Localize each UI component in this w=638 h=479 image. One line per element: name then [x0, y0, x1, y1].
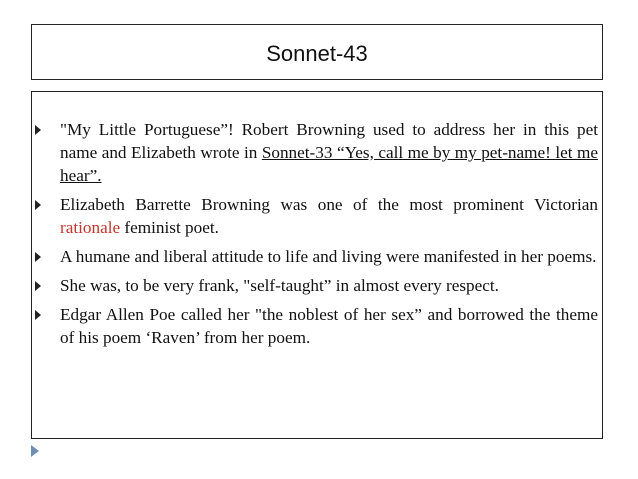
triangle-bullet-icon	[35, 200, 41, 210]
bullet-text: She was, to be very frank, "self-taught” in almost every respect.	[60, 276, 499, 295]
slide-title: Sonnet-43	[266, 41, 368, 66]
highlight-word: rationale	[60, 218, 121, 237]
bullet-text: "My Little Portuguese”! Robert Browning used to address her in this pet name and Elizabeth wrote in	[60, 120, 598, 162]
triangle-bullet-icon	[35, 310, 41, 320]
bullet-list	[32, 118, 602, 355]
bullet-item	[32, 193, 602, 239]
title-box	[31, 24, 603, 80]
bullet-item	[32, 245, 602, 268]
triangle-bullet-icon	[35, 281, 41, 291]
bullet-text: feminist poet.	[120, 218, 219, 237]
bullet-text: Edgar Allen Poe called her "the noblest of her sex” and borrowed the theme of his poem ‘Raven’ from her poem.	[60, 305, 598, 347]
triangle-nav-icon	[31, 445, 39, 457]
triangle-bullet-icon	[35, 125, 41, 135]
triangle-bullet-icon	[35, 252, 41, 262]
bullet-item	[32, 274, 602, 297]
bullet-text: Elizabeth Barrette Browning was one of the most prominent Victorian	[60, 195, 598, 214]
bullet-item	[32, 303, 602, 349]
underlined-quote: Sonnet-33 “Yes, call me by my pet-name! let me hear”.	[60, 143, 598, 185]
bullet-item	[32, 118, 602, 187]
bullet-text: A humane and liberal attitude to life and living were manifested in her poems.	[60, 247, 597, 266]
content-box	[31, 91, 603, 439]
